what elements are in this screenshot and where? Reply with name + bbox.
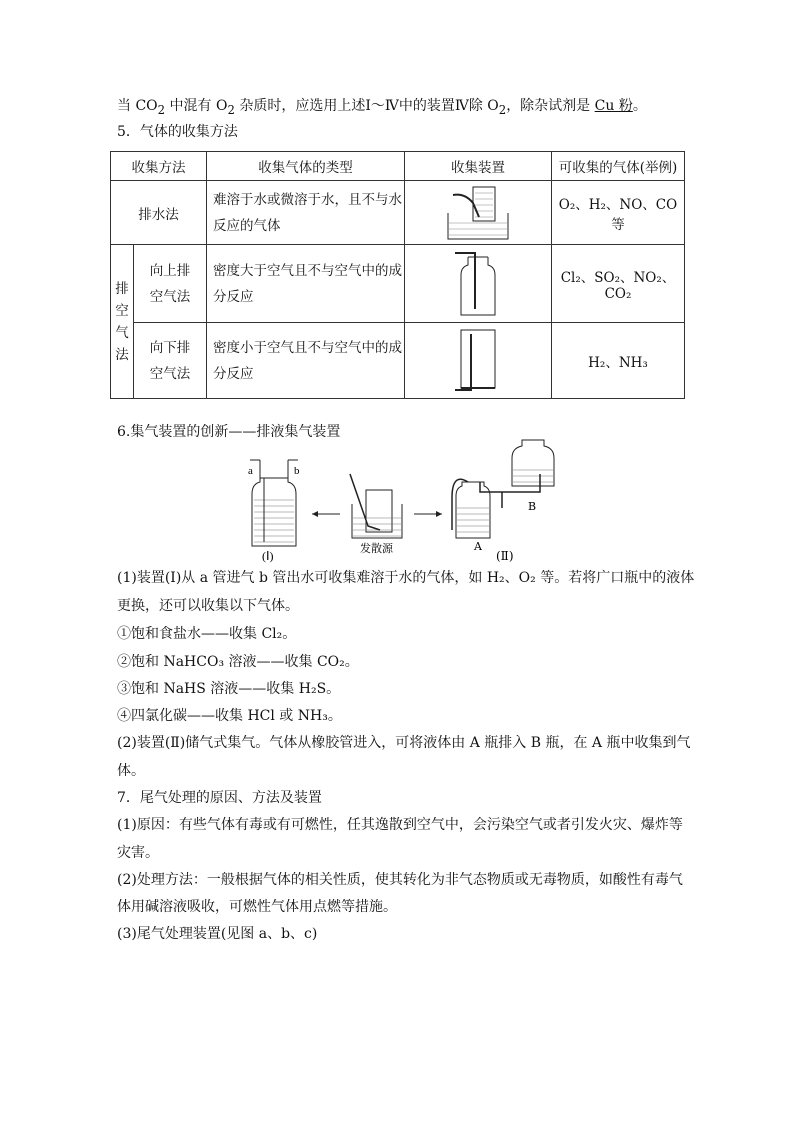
subscript: 2: [157, 102, 166, 117]
header-apparatus: 收集装置: [405, 152, 552, 181]
table-row: [111, 245, 685, 323]
label-B: B: [528, 500, 537, 513]
type-downward-air: 密度小于空气且不与空气中的成分反应: [207, 323, 405, 399]
method-line: 空气法: [149, 365, 191, 382]
section-5-title: 5．气体的收集方法: [117, 124, 238, 140]
air-displacement-group: [111, 245, 134, 399]
paragraph-1-line-2: 更换，还可以收集以下气体。: [117, 598, 299, 614]
paragraph-2-line-1: (2)装置(Ⅱ)储气式集气。气体从橡胶管进入，可将液体由 A 瓶排入 B 瓶，在 A 瓶中收集到气: [117, 735, 691, 751]
list-item: ①饱和食盐水——收集 Cl₂。: [117, 626, 297, 642]
method-upward-air: [134, 245, 207, 323]
apparatus-I: [248, 460, 300, 563]
group-char: 排: [115, 280, 129, 297]
apparatus-II: [452, 440, 554, 563]
label-b: b: [294, 465, 300, 477]
header-type: 收集气体的类型: [207, 152, 405, 181]
intro-text: ，除杂试剂是: [506, 98, 595, 114]
subscript: 2: [498, 102, 507, 117]
paragraph-4-line-2: 体用碱溶液吸收，可燃性气体用点燃等措施。: [117, 899, 397, 915]
header-examples: 可收集的气体(举例): [552, 152, 685, 181]
intro-text: 杂质时，应选用上述Ⅰ～Ⅳ中的装置Ⅳ除 O: [234, 98, 499, 114]
intro-text: 中混有 O: [165, 98, 228, 114]
apparatus-water-displacement: [405, 181, 552, 245]
reagent-answer: Cu 粉: [594, 98, 633, 114]
water-displacement-icon: [443, 185, 513, 241]
list-item: ③饱和 NaHS 溶液——收集 H₂S。: [117, 681, 341, 697]
subscript: 2: [227, 102, 235, 117]
method-line: 向上排: [149, 262, 191, 279]
examples-water: O₂、H₂、NO、CO 等: [552, 181, 685, 245]
paragraph-2-line-2: 体。: [117, 763, 145, 779]
list-item: ④四氯化碳——收集 HCl 或 NH₃。: [117, 708, 342, 724]
examples-upward-air: Cl₂、SO₂、NO₂、CO₂: [552, 245, 685, 323]
apparatus-upward-air: [405, 245, 552, 323]
arrow-right: [414, 511, 442, 517]
paragraph-3-line-2: 灾害。: [117, 845, 159, 861]
type-water: 难溶于水或微溶于水，且不与水反应的气体: [207, 181, 405, 245]
method-line: 向下排: [149, 339, 191, 356]
source-trough: [350, 474, 402, 555]
group-char: 气: [115, 324, 129, 341]
paragraph-1-line-1: (1)装置(Ⅰ)从 a 管进气 b 管出水可收集难溶于水的气体，如 H₂、O₂ 等。若将广口瓶中的液体: [117, 570, 695, 586]
intro-text: 。: [632, 98, 647, 114]
label-a: a: [248, 465, 253, 477]
group-char: 空: [115, 302, 129, 319]
paragraph-5: (3)尾气处理装置(见图 a、b、c): [117, 926, 318, 942]
type-upward-air: 密度大于空气且不与空气中的成分反应: [207, 245, 405, 323]
method-water: 排水法: [111, 181, 207, 245]
examples-downward-air: H₂、NH₃: [552, 323, 685, 399]
table-header-row: [111, 152, 685, 181]
intro-line: [117, 96, 647, 120]
header-method: 收集方法: [111, 152, 207, 181]
label-source: 发散源: [360, 542, 393, 555]
paragraph-3-line-1: (1)原因：有些气体有毒或有可燃性，任其逸散到空气中，会污染空气或者引发火灾、爆炸等: [117, 817, 683, 833]
collection-methods-table: [110, 151, 685, 399]
apparatus-downward-air: [405, 323, 552, 399]
liquid-displacement-diagram: [240, 438, 560, 563]
group-char: 法: [115, 346, 129, 363]
label-II: (Ⅱ): [496, 549, 514, 563]
section-6-title: 6.集气装置的创新——排液集气装置: [117, 424, 341, 440]
paragraph-4-line-1: (2)处理方法：一般根据气体的相关性质，使其转化为非气态物质或无毒物质，如酸性有毒气: [117, 872, 683, 888]
method-line: 空气法: [149, 288, 191, 305]
arrow-left: [312, 511, 340, 517]
table-row: [111, 323, 685, 399]
label-A: A: [474, 540, 482, 553]
list-item: ②饱和 NaHCO₃ 溶液——收集 CO₂。: [117, 654, 359, 670]
method-downward-air: [134, 323, 207, 399]
label-I: (Ⅰ): [262, 549, 274, 563]
table-row: [111, 181, 685, 245]
intro-text: 当 CO: [117, 98, 158, 114]
section-7-title: 7．尾气处理的原因、方法及装置: [117, 790, 322, 806]
downward-air-bottle-icon: [453, 328, 503, 394]
upward-air-bottle-icon: [453, 251, 503, 317]
